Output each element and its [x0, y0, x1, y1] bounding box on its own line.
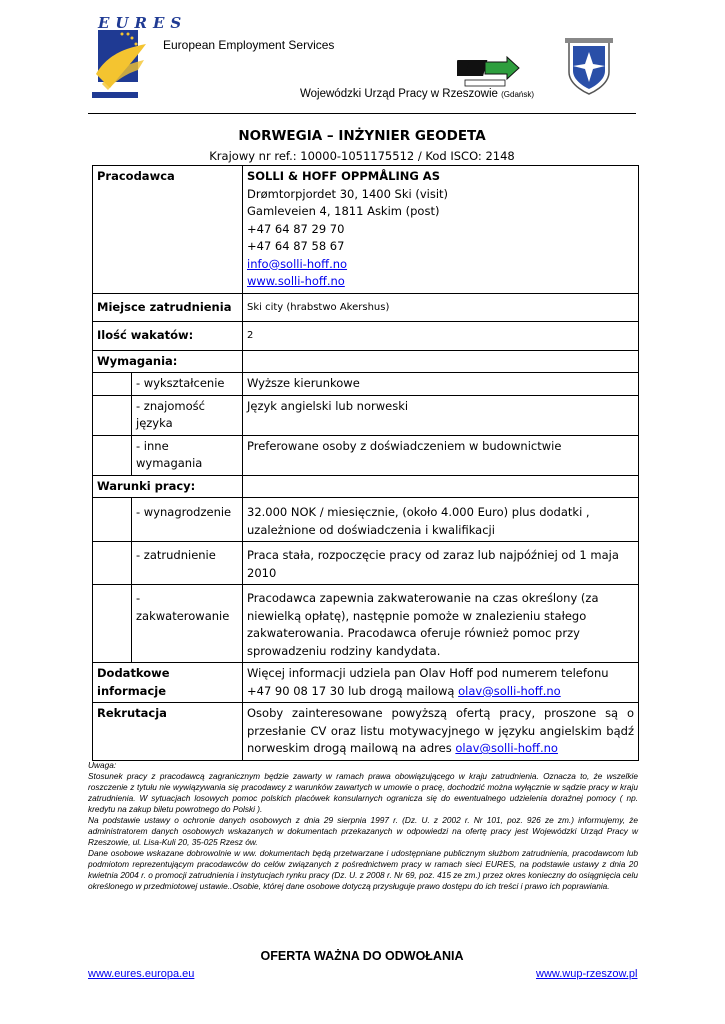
employer-name: SOLLI & HOFF OPPMÅLING AS [247, 169, 440, 183]
footer-left [88, 968, 194, 980]
other-requirements-row [93, 435, 639, 475]
reference-number: Krajowy nr ref.: 10000-1051175512 / Kod ISCO: 2148 [209, 149, 515, 163]
employer-address-post: Gamleveien 4, 1811 Askim (post) [247, 204, 440, 218]
language-value: Język angielski lub norweski [243, 395, 639, 435]
language-row [93, 395, 639, 435]
housing-row [93, 585, 639, 663]
additional-info-label: Dodatkowe informacje [93, 663, 243, 703]
vacancies-label: Ilość wakatów: [93, 322, 243, 351]
conditions-header-row [93, 475, 639, 498]
additional-info-row [93, 663, 639, 703]
eures-website-link[interactable]: www.eures.europa.eu [88, 968, 195, 980]
offer-title: NORWEGIA – INŻYNIER GEODETA [238, 128, 486, 144]
salary-label: - wynagrodzenie [132, 498, 243, 542]
housing-label: - zakwaterowanie [132, 585, 243, 663]
employer-address-visit: Drømtorpjordet 30, 1400 Ski (visit) [247, 186, 449, 201]
legal-notes [88, 760, 638, 892]
employer-details [243, 166, 639, 294]
recruitment-row [93, 703, 639, 761]
employer-phone-1: +47 64 87 29 70 [247, 221, 345, 236]
employer-label: Pracodawca [93, 166, 243, 294]
additional-info-value: Więcej informacji udziela pan Olav Hoff pod numerem telefonu +47 90 08 17 30 lub drogą mailową olav@solli-hoff.no [243, 663, 639, 703]
wup-logo [457, 54, 521, 90]
additional-email-link[interactable]: olav@solli-hoff.no [458, 683, 561, 698]
salary-value: 32.000 NOK / miesięcznie, (około 4.000 Euro) plus dodatki , uzależnione od doświadczenia i kwalifikacji [243, 498, 639, 542]
location-value: Ski city (hrabstwo Akershus) [243, 293, 639, 322]
wup-website-link[interactable]: www.wup-rzeszow.pl [536, 968, 638, 980]
other-requirements-label: - inne wymagania [132, 435, 243, 475]
employment-row [93, 542, 639, 585]
recruitment-label: Rekrutacja [93, 703, 243, 761]
eures-services: European Employment Services [163, 38, 335, 52]
language-label: - znajomość języka [132, 395, 243, 435]
education-row [93, 373, 639, 396]
office-name: Wojewódzki Urząd Pracy w Rzeszowie (Gdańsk) [300, 88, 535, 100]
conditions-label: Warunki pracy: [93, 475, 243, 498]
employer-website-link[interactable]: www.solli-hoff.no [247, 274, 345, 288]
header-divider [88, 113, 636, 114]
footer-right [536, 968, 637, 980]
offer-validity: OFERTA WAŻNA DO ODWOŁANIA [260, 949, 464, 963]
notes-paragraph-2: Na podstawie ustawy o ochronie danych osobowych z dnia 29 sierpnia 1997 r. (Dz. U. z 2002 r. Nr 101, poz. 926 ze zm.) informujemy, że administratorem danych osobowych wskazanych w dokumentach przekazanych w odpowiedzi na ofertę pracy jest Wojewódzki Urząd Pracy w Rzeszowie, ul. Lisa-Kuli 20, 35-025 Rzesz ów. [88, 815, 638, 847]
recruitment-value: Osoby zainteresowane powyższą ofertą pracy, proszone są o przesłanie CV oraz listu motywacyjnego w języku angielskim bądź norweskim drogą mailową na adres olav@solli-hoff.no [243, 703, 639, 761]
location-row [93, 293, 639, 322]
notes-heading: Uwaga: [88, 760, 117, 770]
eures-letters: EURES [98, 14, 188, 32]
employment-value: Praca stała, rozpoczęcie pracy od zaraz lub najpóźniej od 1 maja 2010 [243, 542, 639, 585]
salary-row [93, 498, 639, 542]
offer-table [92, 165, 639, 761]
vacancies-row [93, 322, 639, 351]
education-value: Wyższe kierunkowe [243, 373, 639, 396]
recruitment-email-link[interactable]: olav@solli-hoff.no [455, 741, 558, 755]
requirements-label: Wymagania: [93, 350, 243, 373]
requirements-header-row [93, 350, 639, 373]
vacancies-value: 2 [243, 322, 639, 351]
employment-label: - zatrudnienie [132, 542, 243, 585]
other-requirements-value: Preferowane osoby z doświadczeniem w budownictwie [243, 435, 639, 475]
notes-paragraph-3: Dane osobowe wskazane dobrowolnie w ww. dokumentach będą przetwarzane i udostępniane publicznym służbom zatrudnienia, pracodawcom lub podmiotom reprezentującym pracodawców do celów związanych z pośrednictwem pracy w ramach sieci EURES, na podstawie ustawy z dnia 20 kwietnia 2004 r. o promocji zatrudnienia i instytucjach rynku pracy (Dz. U. z 2008 r. Nr 69, poz. 415 ze zm.) przez okres konieczny do osiągnięcia celu określonego w przedmiotowej ustawie..Osobie, której dane osobowe dotyczą przysługuje prawo dostępu do ich treści i prawo ich poprawiania. [88, 848, 638, 891]
location-label: Miejsce zatrudnienia [93, 293, 243, 322]
housing-value: Pracodawca zapewnia zakwaterowanie na czas określony (za niewielką opłatę), następnie pomoże w znalezieniu stałego zakwaterowania. Pracodawca oferuje również pomoc przy sprowadzeniu rodziny kandydata. [243, 585, 639, 663]
education-label: - wykształcenie [132, 373, 243, 396]
notes-paragraph-1: Stosunek pracy z pracodawcą zagranicznym będzie zawarty w ramach prawa obowiązującego w kraju zatrudnienia. Oznacza to, że wszelkie roszczenie z tytułu nie wywiązywania się pracodawcy z warunków zawartych w umowie o pracę, dochodzić można wyłącznie w sądzie pracy w kraju zatrudnienia. W sytuacjach losowych pomoc polskich placówek konsularnych ogranicza się do ewentualnego udzielenia doraźnej pomocy ( np. kredytu na zakup biletu powrotnego do Polski ). [88, 771, 638, 814]
employer-email-link[interactable]: info@solli-hoff.no [247, 256, 348, 271]
coat-of-arms-icon [561, 38, 617, 98]
employer-phone-2: +47 64 87 58 67 [247, 239, 345, 253]
employer-row [93, 166, 639, 294]
